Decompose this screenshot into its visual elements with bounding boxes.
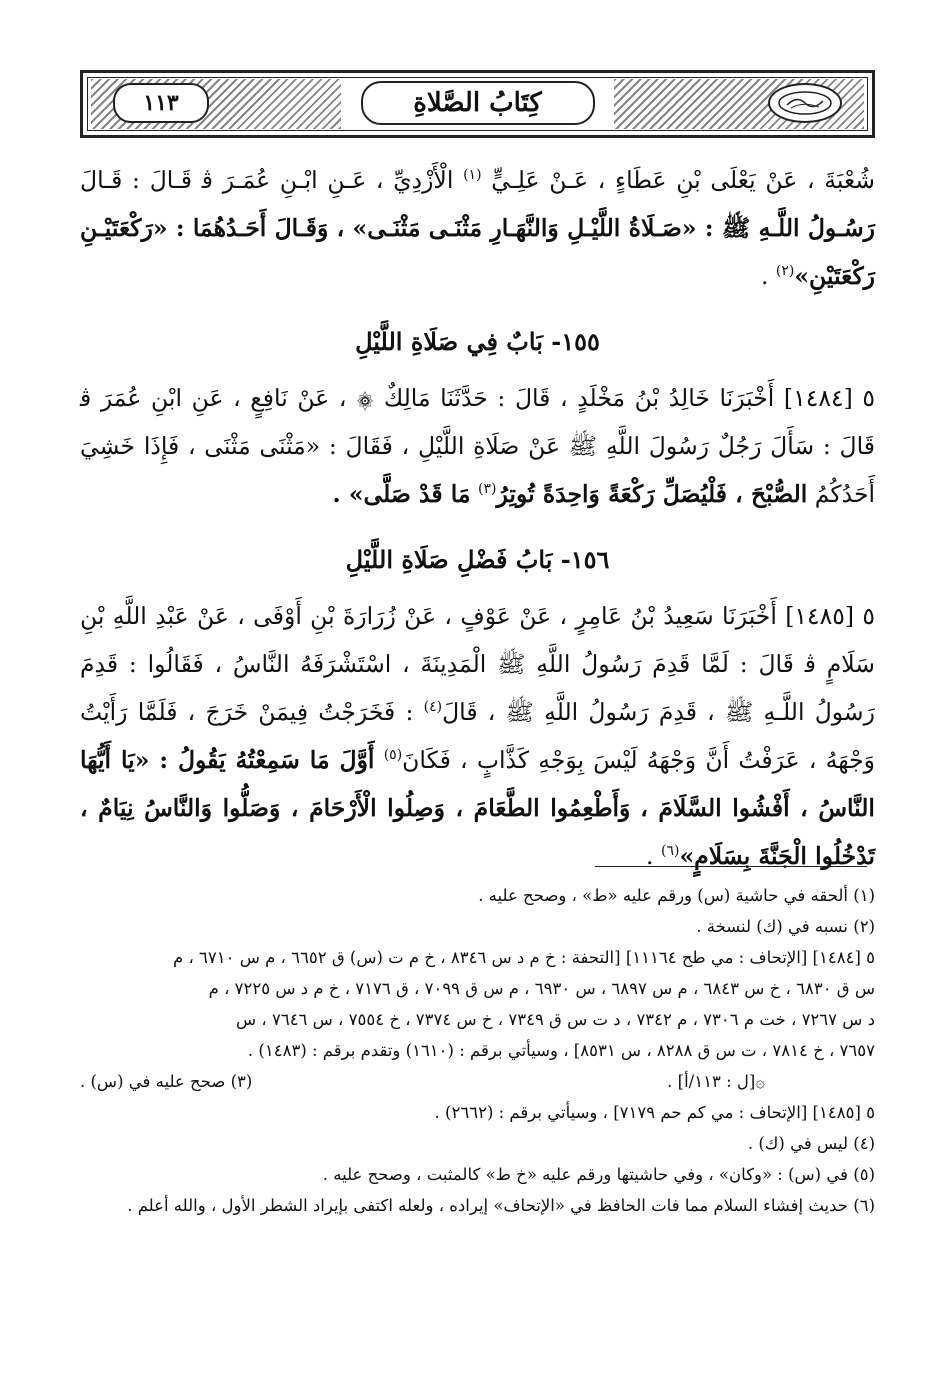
takhrij-1484: ٥ [١٤٨٤] [الإتحاف : مي طح ١١١٦٤] [التحفة : خ م د س ٨٣٤٦ ، خ م ت (س) ق ٦٦٥٢ ، م س ٦٧١٠ ، م <box>172 948 875 967</box>
page <box>80 70 875 880</box>
text-line: ﭬ قَالَ : لَمَّا قَدِمَ رَسُولُ اللَّهِ ﷺ الْمَدِينَةَ ، اسْتَشْرَفَهُ النَّاسُ ، فَقَالُوا : قَدِمَ رَسُولُ اللَّـهِ <box>80 650 875 726</box>
chapter-heading-155: ١٥٥- بَابٌ فِي صَلَاةِ اللَّيْلِ <box>355 327 600 356</box>
footnote-2: (٢) نسبه في (ك) لنسخة . <box>696 917 875 936</box>
footnote-ref[interactable]: (٤) <box>423 699 443 716</box>
page-header <box>80 70 875 138</box>
text-line: أَوَّلَ مَا سَمِعْتُهُ يَقُولُ : «يَا أَيُّهَا النَّاسُ ، أَفْشُوا السَّلَامَ ، <box>80 746 875 822</box>
book-emblem-icon <box>768 83 842 123</box>
text-line: مَا قَدْ صَلَّى» . <box>332 480 471 508</box>
text-line: شُعْبَةَ ، عَنْ يَعْلَى بْنِ عَطَاءٍ ، عَـنْ عَلِـيٍّ <box>491 166 875 194</box>
takhrij-1484-line: س ق ٦٨٣٠ ، خ س ٦٨٤٣ ، م س ٦٨٩٧ ، س ٦٩٣٠ ، م س ق ٧٠٩٩ ، ق ٧١٧٦ ، خ م د س ٧٢٢٥ ، م <box>208 979 875 998</box>
footnote-3: (٣) صحح عليه في (س) . <box>80 1072 253 1091</box>
takhrij-1485: ٥ [١٤٨٥] [الإتحاف : مي كم حم ٧١٧٩] ، وسيأتي برقم : (٢٦٦٢) . <box>434 1103 875 1122</box>
text-line: : فَخَرَجْتُ فِيمَنْ خَرَجَ ، فَلَمَّا رَأَيْتُ وَجْهَهُ ، عَرَفْتُ أَنَّ <box>80 698 875 774</box>
text-line: الْأَزْدِيِّ ، عَـنِ ابْـنِ عُمَـرَ ﭬ قَـالَ : قَـالَ <box>80 166 454 194</box>
text-line: رَسُـولُ اللَّـهِ ﷺ : «صَـلَاةُ اللَّيْـلِ وَالنَّهَـارِ مَثْنَـى مَثْنَـى» ، وَقَـالَ أَحَـدُهُمَا : «رَكْعَتَيْـنِ <box>80 214 875 242</box>
footnote-1: (١) ألحقه في حاشية (س) ورقم عليه «ط» ، وصحح عليه . <box>478 886 875 905</box>
footnote-4: (٤) ليس في (ك) . <box>747 1134 875 1153</box>
text-line: وَجْهَهُ لَيْسَ بِوَجْهِ كَذَّابٍ ، فَكَانَ <box>402 746 697 774</box>
text-line: رَكْعَتَيْنِ» <box>794 262 875 290</box>
footnote-6: (٦) حديث إفشاء السلام مما فات الحافظ في «الإتحاف» إيراده ، ولعله اكتفى بإيراد الشطر الأول ، والله أعلم . <box>127 1196 875 1215</box>
takhrij-1484-line: د س ٧٢٦٧ ، خت م ٧٣٠٦ ، م ٧٣٤٢ ، د ت س ق ٧٣٤٩ ، خ س ٧٣٧٤ ، خ ٧٥٥٤ ، س ٧٦٤٦ ، س <box>236 1010 875 1029</box>
chapter-heading-156: ١٥٦- بَابُ فَضْلِ صَلَاةِ اللَّيْلِ <box>345 545 610 574</box>
text-line: قَالَ : سَأَلَ رَجُلٌ رَسُولَ اللَّهِ ﷺ عَنْ صَلَاةِ اللَّيْلِ ، فَقَالَ : «مَثْنَى مَثْنَى ، فَإِذَا خَشِيَ أَحَدُكُمُ <box>80 432 875 508</box>
footnote-ref[interactable]: (٣) <box>478 481 497 498</box>
footnote-divider <box>595 866 867 867</box>
text-line: ٥ [١٤٨٥] أَخْبَرَنَا سَعِيدُ بْنُ عَامِرٍ ، عَنْ عَوْفٍ ، عَنْ زُرَارَةَ بْنِ أَوْفَى ، عَنْ عَبْدِ اللَّهِ بْنِ سَلَامٍ <box>80 602 876 678</box>
hadith-1484 <box>80 374 875 518</box>
footnote-ref[interactable]: (٥) <box>383 747 403 764</box>
text-line: وَأَطْعِمُوا الطَّعَامَ ، وَصِلُوا الْأَرْحَامَ ، وَصَلُّوا وَالنَّاسُ نِيَامٌ ، تَدْخُلُوا الْجَنَّةَ بِسَلَامٍ» <box>80 794 875 870</box>
text-line: الصُّبْحَ ، فَلْيُصَلِّ رَكْعَةً وَاحِدَةً تُوتِرُ <box>496 480 808 508</box>
main-text <box>80 156 875 880</box>
hadith-continuation: شُعْبَةَ ، عَنْ يَعْلَى بْنِ عَطَاءٍ ، عَـنْ عَلِـيٍّ $^{(١)}$ الْأَزْدِيِّ ، عَـنِ ابْـنِ عُمَـرَ ﭬ قَـالَ : قَـالَ رَسُـولُ اللَّـهِ ﷺ : «صَـلَاةُ اللَّيْـلِ وَالنَّهَـارِ مَثْنَـى مَثْنَـى» ، وَقَـالَ أَحَـدُهُمَا : «رَكْعَتَيْـنِ رَكْعَتَيْنِ»$^{(٢)}$ . <box>80 166 875 290</box>
takhrij-1484-line: ٧٦٥٧ ، خ ٧٨١٤ ، ت س ق ٨٢٨٨ ، س ٨٥٣١] ، وسيأتي برقم : (١٦١٠) وتقدم برقم : (١٤٨٣) . <box>247 1041 875 1060</box>
footnote-ref[interactable]: (٦) <box>661 843 680 860</box>
footnote-ref[interactable]: (٢) <box>775 263 795 280</box>
hadith-1485: ٥ [١٤٨٥] أَخْبَرَنَا سَعِيدُ بْنُ عَامِرٍ ، عَنْ عَوْفٍ ، عَنْ زُرَارَةَ بْنِ أَوْفَى ، عَنْ عَبْدِ اللَّهِ بْنِ سَلَامٍ ﭬ قَالَ : لَمَّا قَدِمَ رَسُولُ اللَّهِ ﷺ الْمَدِينَةَ ، اسْتَشْرَفَهُ النَّاسُ ، فَقَالُوا : قَدِمَ رَسُولُ اللَّـهِ ﷺ ، قَدِمَ رَسُولُ اللَّهِ ﷺ ، قَالَ$^{(٤)}$ : فَخَرَجْتُ فِيمَنْ خَرَجَ ، فَلَمَّا رَأَيْتُ وَجْهَهُ ، عَرَفْتُ أَنَّ وَجْهَهُ لَيْسَ بِوَجْهِ كَذَّابٍ ، فَكَانَ$^{(٥)}$ أَوَّلَ مَا سَمِعْتُهُ يَقُولُ : «يَا أَيُّهَا النَّاسُ ، أَفْشُوا السَّلَامَ ، وَأَطْعِمُوا الطَّعَامَ ، وَصِلُوا الْأَرْحَامَ ، وَصَلُّوا وَالنَّاسُ نِيَامٌ ، تَدْخُلُوا الْجَنَّةَ بِسَلَامٍ»$^{(٦)}$ . <box>80 602 876 870</box>
book-title: كِتَابُ الصَّلاةِ <box>361 81 595 125</box>
footnote-5: (٥) في (س) : «وكان» ، وفي حاشيتها ورقم عليه «خ ط» كالمثبت ، وصحح عليه . <box>322 1165 875 1184</box>
footnotes <box>80 880 875 1221</box>
manuscript-ref: ۞[ل : ١١٣/أ] . <box>667 1072 765 1091</box>
footnote-ref[interactable]: (١) <box>463 167 482 184</box>
text-line: ﷺ ، قَدِمَ رَسُولُ اللَّهِ ﷺ ، قَالَ <box>442 698 754 726</box>
text-line: ٥ [١٤٨٤] أَخْبَرَنَا خَالِدُ بْنُ مَخْلَدٍ ، قَالَ : حَدَّثَنَا مَالِكٌ ۞ ، عَنْ نَافِعٍ ، عَنِ ابْنِ عُمَرَ ﭬ <box>80 384 875 412</box>
footnote-row <box>80 1066 875 1097</box>
page-number: ١١٣ <box>113 83 209 123</box>
